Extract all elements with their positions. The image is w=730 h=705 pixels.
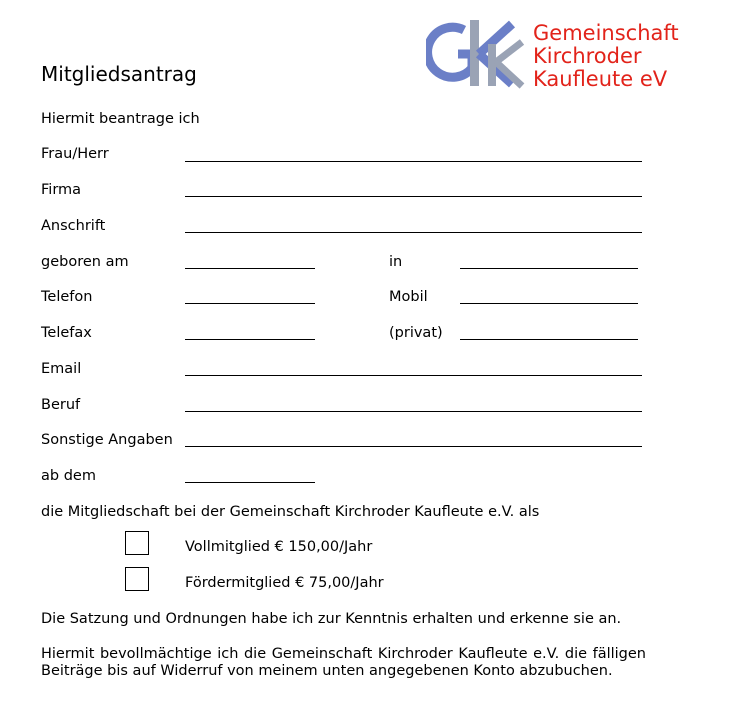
label-frau-herr: Frau/Herr xyxy=(41,146,109,162)
label-telefax: Telefax xyxy=(41,325,92,341)
input-line-anschrift[interactable] xyxy=(185,232,642,233)
input-line-mobil[interactable] xyxy=(460,303,638,304)
label-email: Email xyxy=(41,361,82,377)
logo-line-3: Kaufleute eV xyxy=(533,67,668,91)
label-mobil: Mobil xyxy=(389,289,428,305)
label-privat: (privat) xyxy=(389,325,443,341)
label-firma: Firma xyxy=(41,182,82,198)
label-telefon: Telefon xyxy=(41,289,93,305)
option-vollmitglied-label: Vollmitglied € 150,00/Jahr xyxy=(185,539,373,555)
intro-text: Hiermit beantrage ich xyxy=(41,111,200,127)
gkk-logo-mark xyxy=(426,16,531,90)
membership-sentence: die Mitgliedschaft bei der Gemeinschaft Kirchroder Kaufleute e.V. als xyxy=(41,504,540,520)
page-title: Mitgliedsantrag xyxy=(41,62,197,86)
label-geboren-am: geboren am xyxy=(41,254,129,270)
input-line-beruf[interactable] xyxy=(185,411,642,412)
label-geburtsort: in xyxy=(389,254,403,270)
input-line-telefon[interactable] xyxy=(185,303,315,304)
input-line-email[interactable] xyxy=(185,375,642,376)
input-line-privat[interactable] xyxy=(460,339,638,340)
input-line-telefax[interactable] xyxy=(185,339,315,340)
input-line-ab-dem[interactable] xyxy=(185,482,315,483)
option-foerdermitglied-label: Fördermitglied € 75,00/Jahr xyxy=(185,575,384,591)
input-line-sonstige-angaben[interactable] xyxy=(185,446,642,447)
logo-line-2: Kirchroder xyxy=(533,44,642,68)
input-line-geboren-am[interactable] xyxy=(185,268,315,269)
input-line-firma[interactable] xyxy=(185,196,642,197)
input-line-frau-herr[interactable] xyxy=(185,161,642,162)
statute-text: Die Satzung und Ordnungen habe ich zur Kenntnis erhalten und erkenne sie an. xyxy=(41,611,622,627)
logo-text xyxy=(533,22,679,91)
label-beruf: Beruf xyxy=(41,397,81,413)
authorization-paragraph: Hiermit bevollmächtige ich die Gemeinschaft Kirchroder Kaufleute e.V. die fälligen Beiträge bis auf Widerruf von meinem unten angegebenen Konto abzubuchen. xyxy=(41,646,646,679)
label-ab-dem: ab dem xyxy=(41,468,96,484)
label-anschrift: Anschrift xyxy=(41,218,106,234)
checkbox-foerdermitglied[interactable] xyxy=(125,567,149,591)
input-line-geburtsort[interactable] xyxy=(460,268,638,269)
checkbox-vollmitglied[interactable] xyxy=(125,531,149,555)
logo xyxy=(426,16,688,90)
label-sonstige-angaben: Sonstige Angaben xyxy=(41,432,173,448)
logo-line-1: Gemeinschaft xyxy=(533,21,679,45)
